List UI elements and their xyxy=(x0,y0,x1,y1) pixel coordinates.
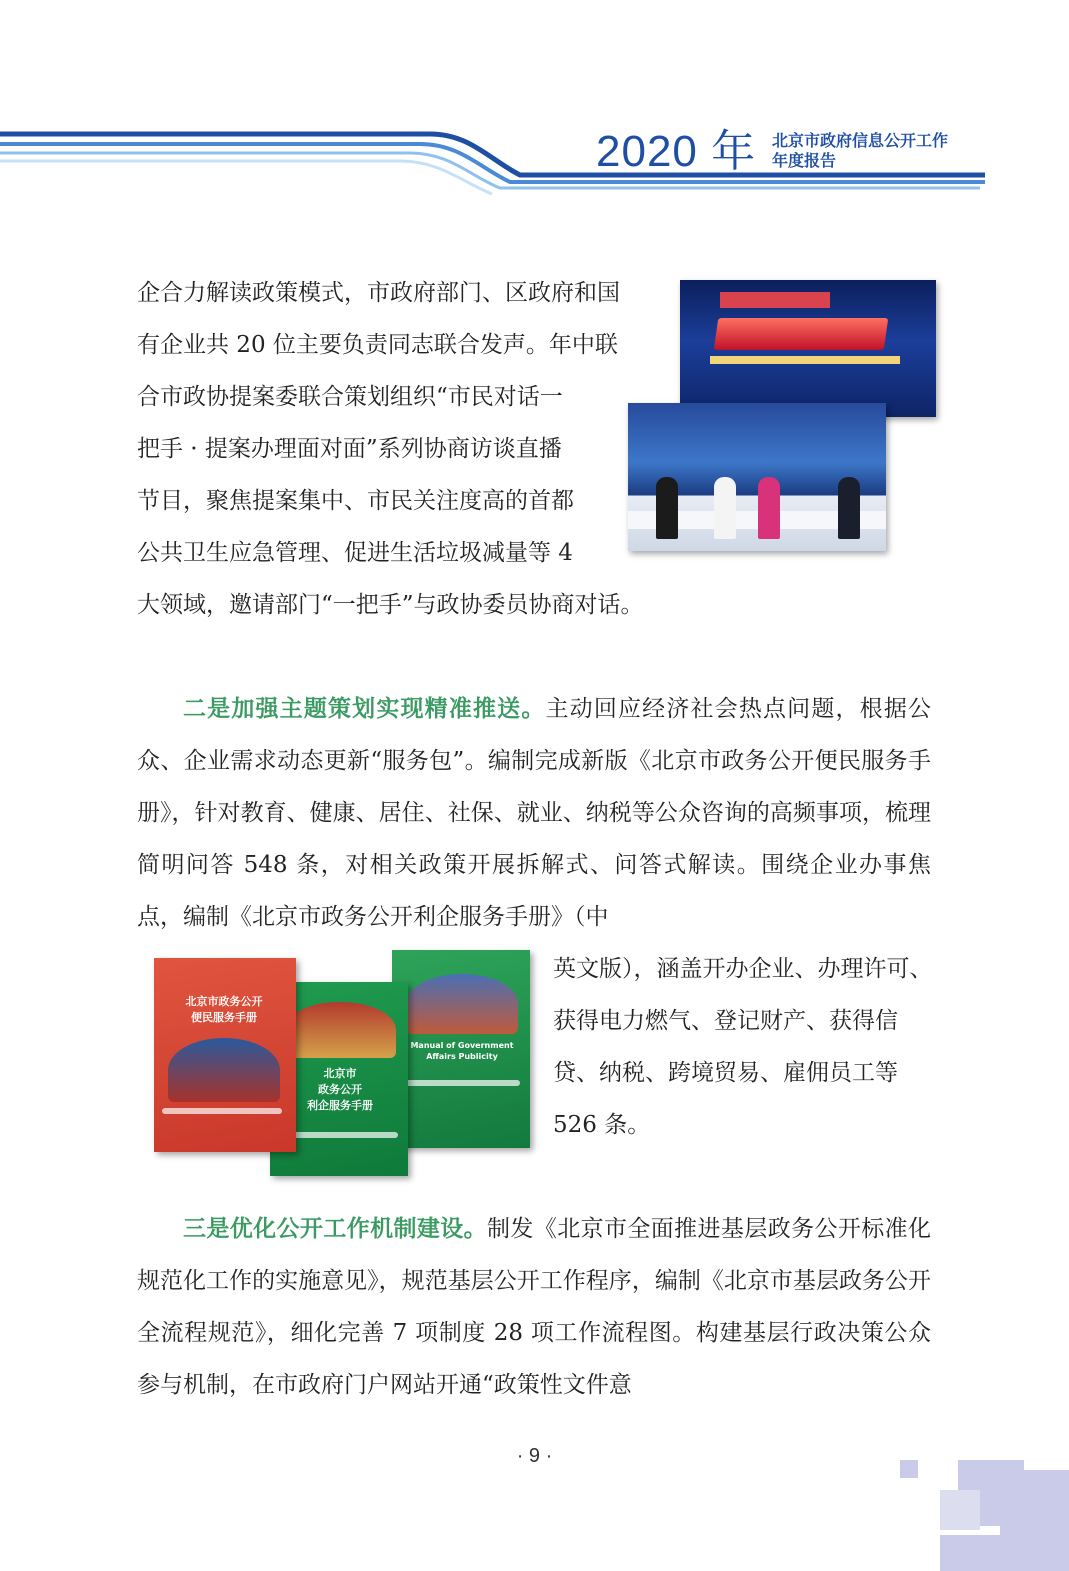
tv-program-banner-photo xyxy=(680,280,936,417)
section3-paragraph xyxy=(137,1203,931,1411)
section1-line: 合市政协提案委联合策划组织“市民对话一 xyxy=(137,384,563,410)
report-title-line2: 年度报告 xyxy=(772,151,837,170)
section2-continued-line: 526 条。 xyxy=(553,1112,651,1138)
section3-text: 制发《北京市全面推进基层政务公开标准化规范化工作的实施意见》，规范基层公开工作程序，编制《北京市基层政务公开全流程规范》，细化完善 7 项制度 28 项工作流程图。构建基层行政决策公众参与机制，在市政府门户网站开通“政策性文件意 xyxy=(137,1216,932,1398)
section1-line: 公共卫生应急管理、促进生活垃圾减量等 4 xyxy=(137,540,573,566)
corner-decoration-block xyxy=(940,1535,1000,1571)
report-title xyxy=(772,131,948,171)
section1-line: 企合力解读政策模式，市政府部门、区政府和国 xyxy=(137,280,620,306)
section1-last-line: 大领域，邀请部门“一把手”与政协委员协商对话。 xyxy=(137,592,644,618)
corner-decoration-block xyxy=(940,1490,980,1530)
section2-text: 主动回应经济社会热点问题，根据公众、企业需求动态更新“服务包”。编制完成新版《北京市政务公开便民服务手册》，针对教育、健康、居住、社保、就业、纳税等公众咨询的高频事项，梳理简明问答 548 条，对相关政策开展拆解式、问答式解读。围绕企业办事焦点，编制《北京市政务公开利企服务手册》（中 xyxy=(137,696,932,930)
report-year: 2020 年 xyxy=(596,127,757,176)
section2-continued-line: 贷、纳税、跨境贸易、雇佣员工等 xyxy=(553,1060,898,1086)
section1-line: 把手 · 提案办理面对面”系列协商访谈直播 xyxy=(137,436,562,462)
business-handbook-title: 北京市 政务公开 利企服务手册 xyxy=(307,1067,373,1112)
section2-paragraph xyxy=(137,683,931,943)
section2-continued xyxy=(553,943,933,1151)
convenience-handbook-cover xyxy=(154,958,296,1152)
section2-lead: 二是加强主题策划实现精准推送。 xyxy=(183,696,546,722)
business-handbook-english-title: Manual of Government Affairs Publicity xyxy=(410,1041,514,1061)
page-number: · 9 · xyxy=(516,1445,553,1467)
section1-paragraph xyxy=(137,267,620,579)
tv-studio-photo xyxy=(628,403,886,551)
section1-line: 有企业共 20 位主要负责同志联合发声。年中联 xyxy=(137,332,618,358)
corner-decoration-block xyxy=(1000,1470,1069,1571)
corner-decoration-block xyxy=(900,1460,918,1478)
section1-line: 节目，聚焦提案集中、市民关注度高的首都 xyxy=(137,488,574,514)
report-title-line1: 北京市政府信息公开工作 xyxy=(772,131,949,150)
convenience-handbook-title: 北京市政务公开 便民服务手册 xyxy=(185,995,263,1024)
section2-continued-line: 获得电力燃气、登记财产、获得信 xyxy=(553,1008,898,1034)
handbook-covers-image xyxy=(154,950,534,1178)
business-handbook-english-cover xyxy=(392,950,530,1148)
section2-continued-line: 英文版），涵盖开办企业、办理许可、 xyxy=(553,956,933,982)
section3-lead: 三是优化公开工作机制建设。 xyxy=(183,1216,488,1242)
